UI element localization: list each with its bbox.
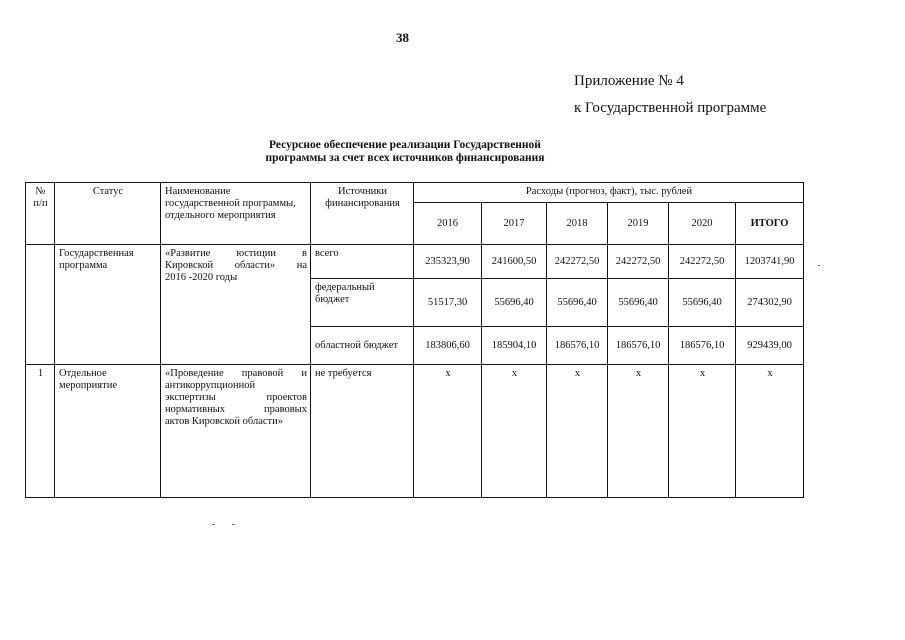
header-year: 2017 [482,203,547,245]
program-name-line: 2016 -2020 годы [165,272,238,283]
header-number: № п/п [26,183,55,245]
header-sources: Источники финансирования [311,183,414,245]
value-cell: х [482,365,547,498]
activity-name-line: «Проведение правовой и [165,368,307,379]
source-cell: всего [311,245,414,279]
scan-speck [212,524,215,525]
value-cell: 185904,10 [482,327,547,365]
activity-name-line: экспертизы проектов [165,392,307,403]
header-expenses: Расходы (прогноз, факт), тыс. рублей [414,183,804,203]
source-cell: не требуется [311,365,414,498]
appendix-reference: к Государственной программе [574,100,767,116]
total-cell: 929439,00 [736,327,804,365]
resource-table [25,182,804,498]
value-cell: х [608,365,669,498]
total-cell: 1203741,90 [736,245,804,279]
page-number: 38 [396,30,409,45]
activity-name-line: нормативных правовых [165,404,307,415]
total-cell: х [736,365,804,498]
value-cell: 55696,40 [482,279,547,327]
source-cell: областной бюджет [311,327,414,365]
header-name: Наименование государственной программы, отдельного мероприятия [161,183,311,245]
table-row [26,365,804,498]
value-cell: 186576,10 [669,327,736,365]
value-cell: 55696,40 [547,279,608,327]
resource-table-wrapper [25,182,804,498]
activity-number: 1 [26,365,55,498]
value-cell: 186576,10 [547,327,608,365]
total-cell: 274302,90 [736,279,804,327]
value-cell: х [547,365,608,498]
value-cell: 55696,40 [669,279,736,327]
value-cell: 186576,10 [608,327,669,365]
value-cell: 242272,50 [608,245,669,279]
document-title [230,139,580,165]
value-cell: 183806,60 [414,327,482,365]
title-line-2: программы за счет всех источников финансирования [265,152,545,164]
program-name-line: Кировской области» на [165,260,307,271]
program-name [161,245,311,365]
table-row [26,245,804,279]
value-cell: х [414,365,482,498]
header-year: 2019 [608,203,669,245]
activity-name-line: антикоррупционной [165,380,256,391]
value-cell: 51517,30 [414,279,482,327]
value-cell: 55696,40 [608,279,669,327]
header-status: Статус [55,183,161,245]
activity-name-line: актов Кировской области» [165,416,283,427]
scan-speck [818,265,820,266]
header-total: ИТОГО [736,203,804,245]
title-line-1: Ресурсное обеспечение реализации Государственной [269,139,541,151]
value-cell: 242272,50 [669,245,736,279]
header-year: 2018 [547,203,608,245]
value-cell: 235323,90 [414,245,482,279]
value-cell: 241600,50 [482,245,547,279]
value-cell: х [669,365,736,498]
header-row [26,183,804,203]
program-status: Государственная программа [55,245,161,365]
activity-name [161,365,311,498]
program-name-line: «Развитие юстиции в [165,248,307,259]
header-year: 2016 [414,203,482,245]
appendix-label: Приложение № 4 [574,73,684,89]
program-number [26,245,55,365]
source-cell: федеральный бюджет [311,279,414,327]
scan-speck [232,524,235,525]
value-cell: 242272,50 [547,245,608,279]
activity-status: Отдельное мероприятие [55,365,161,498]
header-year: 2020 [669,203,736,245]
